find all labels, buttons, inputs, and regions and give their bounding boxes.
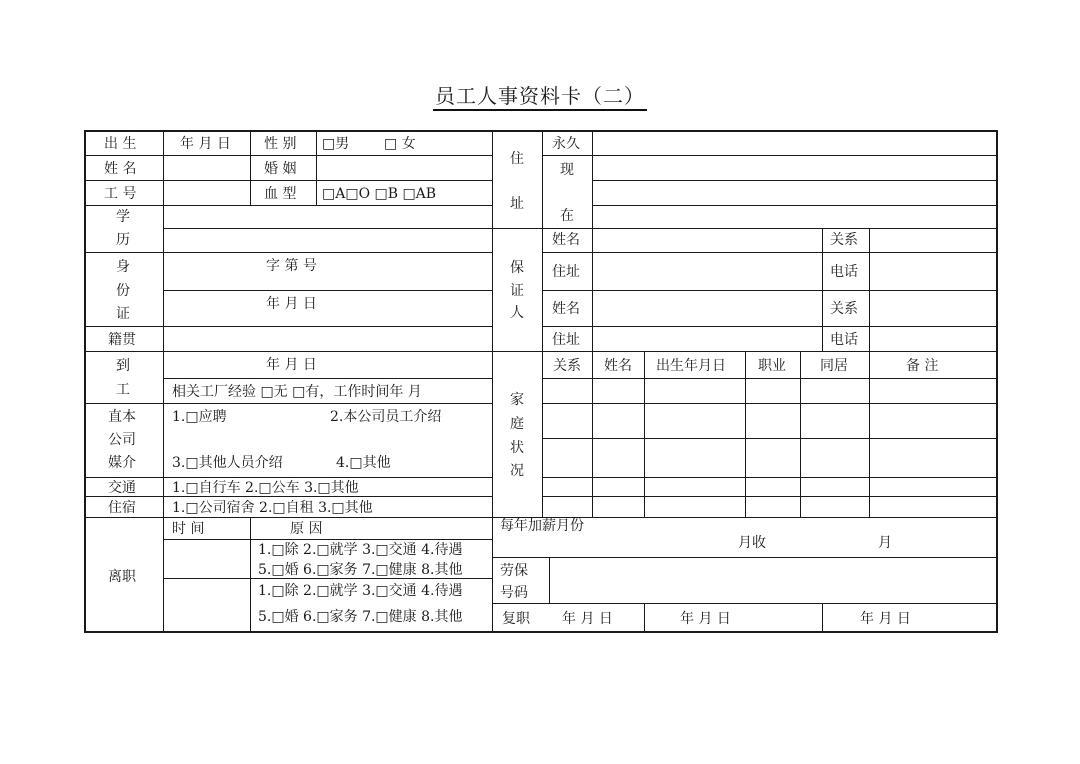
native-place-label: 籍贯 [108, 332, 136, 348]
employee-no-label: 工 号 [104, 186, 137, 202]
intro-option-3[interactable]: 3.□其他人员介绍 [172, 455, 283, 471]
divider [492, 228, 998, 229]
intro-channel-label: 直本 [108, 409, 136, 425]
guarantor-address-label: 住址 [552, 332, 580, 348]
guarantor-label: 保 [510, 260, 524, 276]
border [84, 631, 998, 633]
divider [644, 351, 645, 517]
divider [250, 517, 251, 632]
birth-label: 出 生 [104, 136, 137, 152]
family-label: 况 [510, 463, 524, 479]
divider [163, 228, 492, 229]
id-date-row: 年 月 日 [266, 296, 317, 312]
raise-month-label: 每年加薪月份 [500, 518, 584, 534]
guarantor-name-label: 姓名 [552, 232, 580, 248]
rejoin-date-2: 年 月 日 [680, 611, 731, 627]
marriage-label: 婚 姻 [264, 161, 297, 177]
family-header-birth: 出生年月日 [656, 358, 726, 374]
divider [542, 403, 998, 404]
blood-type-label: 血 型 [264, 186, 297, 202]
guarantor-relation-label: 关系 [830, 232, 858, 248]
family-header-cohabit: 同居 [820, 358, 848, 374]
id-card-label: 身 [116, 259, 130, 275]
traffic-label: 交通 [108, 480, 136, 496]
divider [542, 477, 998, 478]
address-label: 址 [510, 196, 524, 212]
divider [800, 351, 801, 517]
divider [745, 351, 746, 517]
leave-reason-line[interactable]: 5.□婚 6.□家务 7.□健康 8.其他 [258, 609, 463, 625]
month-label: 月 [878, 535, 892, 551]
divider [492, 557, 998, 558]
guarantor-label: 证 [510, 283, 524, 299]
family-label: 家 [510, 392, 524, 408]
intro-option-4[interactable]: 4.□其他 [336, 455, 391, 471]
id-number-row: 字 第 号 [266, 258, 317, 274]
family-label: 庭 [510, 416, 524, 432]
divider [84, 496, 492, 497]
divider [644, 603, 645, 632]
divider [492, 603, 998, 604]
leave-time-header: 时 间 [172, 521, 205, 537]
divider [542, 130, 543, 517]
rejoin-date-3: 年 月 日 [860, 611, 911, 627]
divider [84, 180, 492, 181]
monthly-income-label: 月收 [738, 535, 766, 551]
divider [542, 290, 998, 291]
birth-value: 年 月 日 [180, 136, 231, 152]
card-title: 员工人事资料卡（二） [0, 80, 1080, 109]
guarantor-phone-label: 电话 [830, 332, 858, 348]
divider [549, 557, 550, 603]
current-address-label: 在 [560, 208, 574, 224]
divider [84, 326, 492, 327]
address-label: 住 [510, 151, 524, 167]
divider [84, 205, 492, 206]
intro-option-2[interactable]: 2.本公司员工介绍 [330, 409, 442, 425]
divider [592, 180, 998, 181]
current-address-label: 现 [560, 162, 574, 178]
divider [163, 539, 492, 540]
gender-female-checkbox[interactable]: □ 女 [384, 136, 416, 152]
labor-insurance-label: 号码 [500, 585, 528, 601]
divider [542, 378, 998, 379]
education-label: 学 [116, 209, 130, 225]
leave-reason-line[interactable]: 5.□婚 6.□家务 7.□健康 8.其他 [258, 562, 463, 578]
divider [542, 326, 998, 327]
family-header-relation: 关系 [553, 358, 581, 374]
divider [822, 603, 823, 632]
divider [163, 378, 492, 379]
arrival-label: 工 [116, 382, 130, 398]
intro-option-1[interactable]: 1.□应聘 [172, 409, 227, 425]
intro-channel-label: 公司 [108, 432, 136, 448]
intro-channel-label: 媒介 [108, 455, 136, 471]
divider [84, 403, 492, 404]
divider [592, 130, 593, 228]
leave-reason-line[interactable]: 1.□除 2.□就学 3.□交通 4.待遇 [258, 542, 463, 558]
leave-reason-line[interactable]: 1.□除 2.□就学 3.□交通 4.待遇 [258, 583, 463, 599]
divider [542, 252, 998, 253]
education-label: 历 [116, 232, 130, 248]
divider [542, 155, 998, 156]
divider [869, 351, 870, 517]
lodging-options[interactable]: 1.□公司宿舍 2.□自租 3.□其他 [172, 500, 373, 516]
divider [163, 290, 492, 291]
divider [592, 205, 998, 206]
guarantor-name-label: 姓名 [552, 301, 580, 317]
family-header-job: 职业 [758, 358, 786, 374]
divider [250, 130, 251, 205]
lodging-label: 住宿 [108, 500, 136, 516]
family-header-name: 姓名 [604, 358, 632, 374]
leave-reason-header: 原 因 [290, 521, 323, 537]
border [84, 130, 998, 132]
traffic-options[interactable]: 1.□自行车 2.□公车 3.□其他 [172, 480, 359, 496]
labor-insurance-label: 劳保 [500, 563, 528, 579]
permanent-address-label: 永久 [552, 136, 580, 152]
rejoin-date-1: 年 月 日 [562, 611, 613, 627]
family-label: 状 [510, 440, 524, 456]
divider [163, 578, 492, 579]
rejoin-label: 复职 [502, 611, 530, 627]
family-header-note: 备 注 [906, 358, 939, 374]
guarantor-relation-label: 关系 [830, 301, 858, 317]
divider [316, 130, 317, 205]
gender-male-checkbox[interactable]: □男 [322, 136, 350, 152]
divider [84, 155, 492, 156]
blood-type-options[interactable]: □A□O □B □AB [322, 186, 437, 202]
divider [542, 438, 998, 439]
guarantor-label: 人 [510, 305, 524, 321]
resignation-label: 离职 [108, 569, 136, 585]
gender-label: 性 别 [264, 136, 297, 152]
arrival-label: 到 [116, 358, 130, 374]
id-card-label: 证 [116, 306, 130, 322]
guarantor-phone-label: 电话 [830, 264, 858, 280]
divider [84, 351, 492, 352]
divider [84, 477, 492, 478]
name-label: 姓 名 [104, 161, 137, 177]
guarantor-address-label: 住址 [552, 264, 580, 280]
divider [592, 351, 593, 517]
divider [542, 496, 998, 497]
arrival-date: 年 月 日 [266, 357, 317, 373]
divider [84, 252, 492, 253]
id-card-label: 份 [116, 283, 130, 299]
experience-options[interactable]: 相关工厂经验 □无 □有，工作时间年 月 [172, 384, 422, 400]
